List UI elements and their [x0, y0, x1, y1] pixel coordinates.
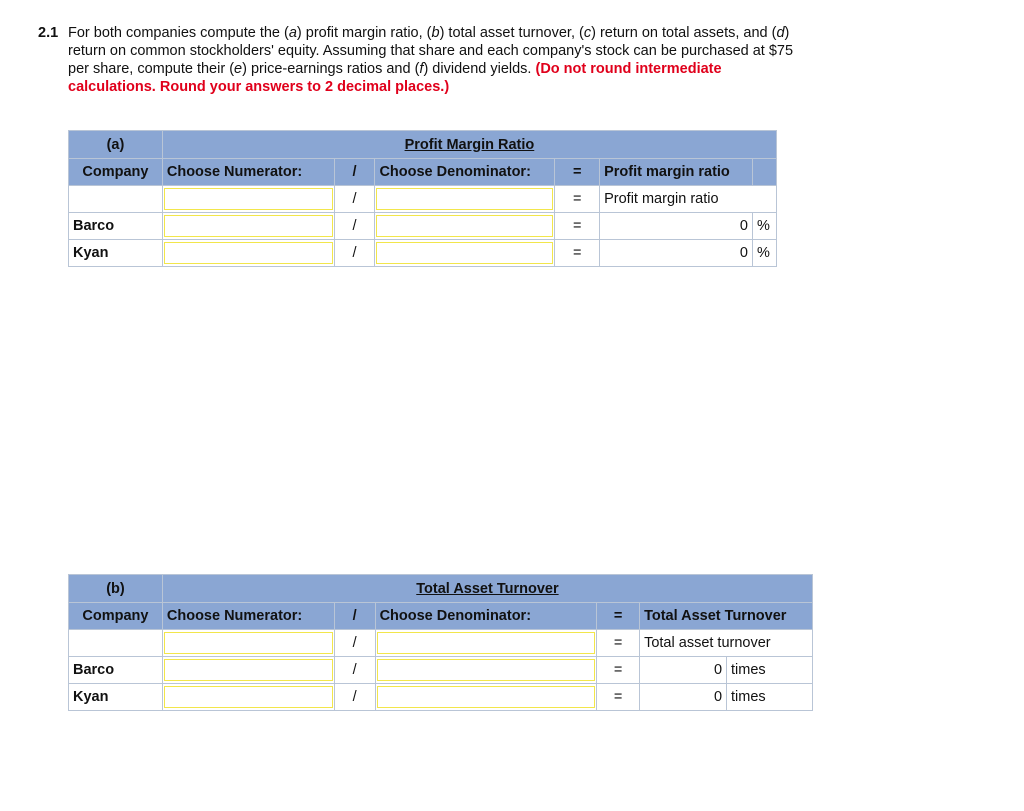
- result-label: Profit margin ratio: [600, 186, 777, 213]
- kyan-denominator-input[interactable]: [376, 242, 553, 264]
- table-row: [69, 684, 813, 711]
- total-asset-turnover-table: [68, 574, 813, 711]
- unit-label: %: [752, 240, 776, 267]
- question-number: 2.1: [38, 25, 59, 41]
- barco-numerator-input[interactable]: [164, 659, 333, 681]
- table-row: [69, 186, 777, 213]
- equals-sign: =: [597, 630, 640, 657]
- divide-sign: /: [334, 240, 375, 267]
- kyan-numerator-input[interactable]: [164, 686, 333, 708]
- table-title: Total Asset Turnover: [162, 575, 812, 603]
- table-row: [69, 240, 777, 267]
- company-kyan: Kyan: [69, 240, 163, 267]
- equals-sign: =: [555, 159, 600, 186]
- numerator-label-input[interactable]: [164, 632, 333, 654]
- numerator-label-input[interactable]: [164, 188, 333, 210]
- divide-sign: /: [334, 603, 375, 630]
- company-cell: [69, 186, 163, 213]
- denominator-label-input[interactable]: [377, 632, 596, 654]
- barco-denominator-input[interactable]: [377, 659, 596, 681]
- equals-sign: =: [597, 603, 640, 630]
- equals-sign: =: [555, 240, 600, 267]
- question-block: [38, 24, 798, 96]
- unit-header: [752, 159, 776, 186]
- barco-denominator-input[interactable]: [376, 215, 553, 237]
- rounding-instruction: (Do not round intermediate calculations. Round your answers to 2 decimal places.): [68, 61, 722, 95]
- kyan-result-value: 0: [600, 240, 753, 267]
- result-header: Total Asset Turnover: [640, 603, 813, 630]
- barco-numerator-input[interactable]: [164, 215, 333, 237]
- kyan-denominator-input[interactable]: [377, 686, 596, 708]
- denominator-header: Choose Denominator:: [375, 159, 555, 186]
- kyan-numerator-input[interactable]: [164, 242, 333, 264]
- kyan-result-value: 0: [640, 684, 727, 711]
- unit-label: times: [727, 684, 813, 711]
- result-label: Total asset turnover: [640, 630, 813, 657]
- table-row: [69, 213, 777, 240]
- profit-margin-table: [68, 130, 777, 267]
- denominator-label-input[interactable]: [376, 188, 553, 210]
- numerator-header: Choose Numerator:: [162, 603, 334, 630]
- numerator-header: Choose Numerator:: [162, 159, 334, 186]
- divide-sign: /: [334, 186, 375, 213]
- company-header: Company: [69, 159, 163, 186]
- unit-label: %: [752, 213, 776, 240]
- divide-sign: /: [334, 159, 375, 186]
- equals-sign: =: [597, 657, 640, 684]
- table-row: [69, 630, 813, 657]
- company-header: Company: [69, 603, 163, 630]
- equals-sign: =: [555, 186, 600, 213]
- divide-sign: /: [334, 630, 375, 657]
- equals-sign: =: [555, 213, 600, 240]
- table-row: [69, 657, 813, 684]
- company-barco: Barco: [69, 213, 163, 240]
- equals-sign: =: [597, 684, 640, 711]
- result-header: Profit margin ratio: [600, 159, 753, 186]
- unit-label: times: [727, 657, 813, 684]
- question-text: For both companies compute the (a) profit margin ratio, (b) total asset turnover, (c) return on total assets, and (d) return on common stockholders' equity. Assuming that share and each company's stock can be purchased at $75 per share, compute their (e) price-earnings ratios and (f) dividend yields. (Do not round intermediate calculations. Round your answers to 2 decimal places.): [68, 25, 794, 95]
- company-cell: [69, 630, 163, 657]
- divide-sign: /: [334, 657, 375, 684]
- denominator-header: Choose Denominator:: [375, 603, 597, 630]
- divide-sign: /: [334, 213, 375, 240]
- company-kyan: Kyan: [69, 684, 163, 711]
- barco-result-value: 0: [640, 657, 727, 684]
- company-barco: Barco: [69, 657, 163, 684]
- barco-result-value: 0: [600, 213, 753, 240]
- part-label: (a): [69, 131, 163, 159]
- divide-sign: /: [334, 684, 375, 711]
- part-label: (b): [69, 575, 163, 603]
- table-title: Profit Margin Ratio: [162, 131, 776, 159]
